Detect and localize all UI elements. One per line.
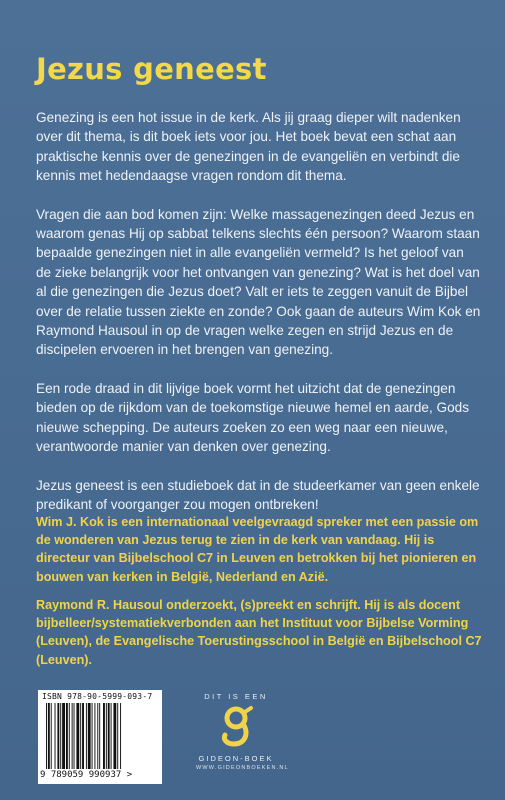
barcode-bar (92, 703, 93, 769)
barcode-bar (80, 703, 81, 769)
barcode-bar (60, 703, 61, 769)
barcode-bar (106, 703, 107, 769)
barcode-bar (99, 703, 100, 769)
barcode-bar (103, 703, 105, 769)
gideon-g-icon (216, 704, 256, 748)
blurb-paragraph-4: Jezus geneest is een studieboek dat in de studeerkamer van geen enkele predikant of voorganger zou mogen ontbreken! (36, 477, 480, 512)
blurb-paragraph-3: Een rode draad in dit lijvige boek vormt het uitzicht dat de genezingen bieden op de rijkdom van de toekomstige nieuwe hemel en aarde, Gods nieuwe schepping. De auteurs zoeken zo een weg naar een nieuwe, verantwoorde manier van denken over genezing. (36, 380, 470, 455)
book-title: Jezus geneest (36, 52, 267, 86)
barcode-bar (62, 703, 65, 769)
barcode-bar (94, 703, 95, 769)
barcode-bar (72, 703, 73, 769)
isbn-label: ISBN 978-90-5999-093-7 (42, 692, 153, 701)
barcode-bars (46, 703, 158, 769)
barcode-bar (108, 703, 110, 769)
blurb (36, 108, 482, 514)
barcode-bar (48, 703, 50, 769)
publisher-url: WWW.GIDEONBOEKEN.NL (196, 765, 289, 771)
author-bio-hausoul: Raymond R. Hausoul onderzoekt, (s)preekt en schrijft. Hij is als docent bijbelleer/systematiekverbonden aan het Instituut voor Bijbelse Vorming (Leuven), de Evangelische Toerustingsschool in België en Bijbelschool C7 (Leuven). (36, 598, 482, 667)
barcode-bar (120, 703, 121, 769)
barcode-bar (57, 703, 59, 769)
blurb-paragraph-1: Genezing is een hot issue in de kerk. Als jij graag dieper wilt nadenken over dit thema, is dit boek iets voor jou. Het boek bevat een schat aan praktische kennis over de genezingen in de evangeliën en verbindt die kennis met hedendaagse vragen rondom dit thema. (36, 110, 461, 184)
ean-digits: 9 789059 990937 > (40, 770, 133, 780)
publisher-name: GIDEON-BOEK (198, 754, 274, 763)
author-bio-kok: Wim J. Kok is een internationaal veelgevraagd spreker met een passie om de wonderen van Jezus terug te zien in de kerk van vandaag. Hij is directeur van Bijbelschool C7 in Leuven en betrokken bij het pionieren en bouwen van kerken in België, Nederland en Azië. (36, 515, 479, 584)
barcode-bar (88, 703, 91, 769)
barcode-bar (76, 703, 79, 769)
isbn-barcode (38, 690, 162, 784)
barcode-bar (111, 703, 112, 769)
barcode-bar (74, 703, 75, 769)
barcode-bar (86, 703, 87, 769)
barcode-bar (113, 703, 116, 769)
blurb-paragraph-2: Vragen die aan bod komen zijn: Welke massagenezingen deed Jezus en waarom genas Hij op sabbat telkens slechts één persoon? Waarom staan bepaalde genezingen niet in alle evangeliën vermeld? Is het geloof van de zieke belangrijk voor het ontvangen van genezing? Wat is het doel van al die genezingen die Jezus doet? Valt er iets te zeggen vanuit de Bijbel over de relatie tussen ziekte en zonde? Ook gaan de auteurs Wim Kok en Raymond Hausoul in op de vragen welke zegen en strijd Jezus en de discipelen ervoeren in het brengen van genezing. (36, 206, 481, 358)
barcode-bar (117, 703, 118, 769)
barcode-bar (97, 703, 98, 769)
barcode-bar (82, 703, 84, 769)
barcode-bar (51, 703, 52, 769)
barcode-bar (46, 703, 47, 769)
publisher-logo (196, 692, 289, 771)
barcode-bar (69, 703, 70, 769)
barcode-bar (66, 703, 68, 769)
barcode-bar (55, 703, 56, 769)
publisher-tagline: DIT IS EEN (204, 692, 268, 701)
